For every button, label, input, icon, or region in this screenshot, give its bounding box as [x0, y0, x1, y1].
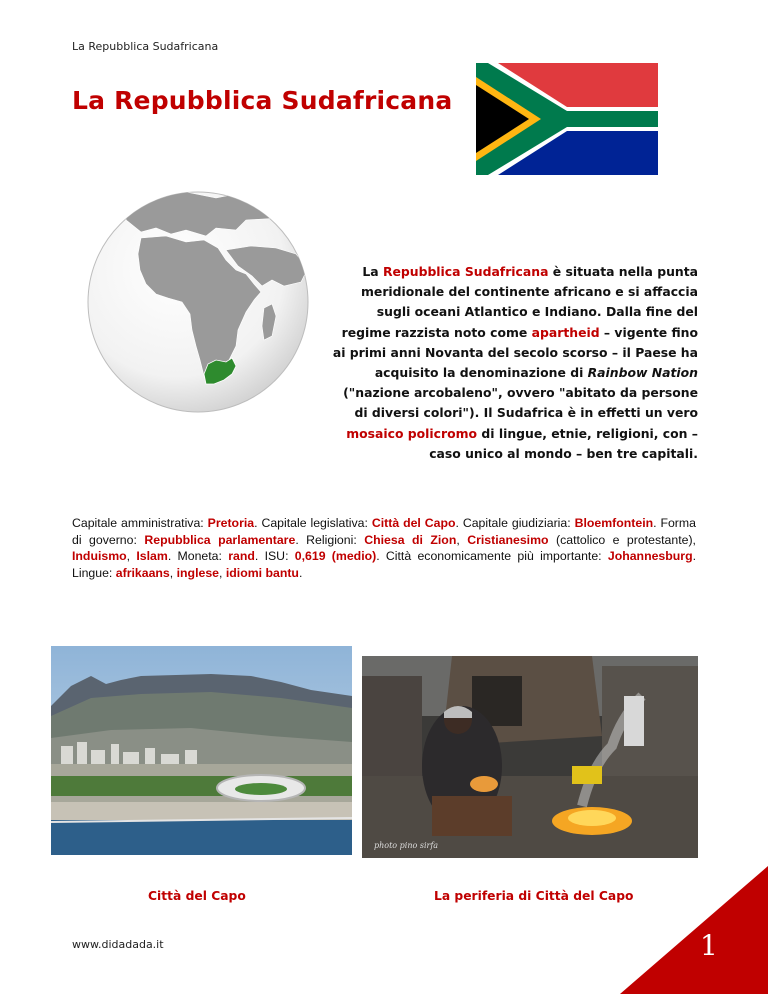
intro-paragraph: La Repubblica Sudafricana è situata nella punta meridionale del continente africano e si affaccia sugli oceani Atlantico e Indiano. Dalla fine del regime razzista noto come apartheid – vigente fino ai primi anni Novanta del secolo scorso – il Paese ha acquisito la denominazione di Rainbow Nation ("nazione arcobaleno", ovvero "abitato da persone di diversi colori"). Il Sudafrica è in effetti un vero mosaico policromo di lingue, etnie, religioni, con – caso unico al mondo – ben tre capitali.	[332, 264, 698, 461]
caption-township: La periferia di Città del Capo	[434, 889, 634, 903]
township-photo	[362, 656, 698, 858]
africa-globe-map	[86, 190, 310, 414]
country-facts: Capitale amministrativa: Pretoria. Capitale legislativa: Città del Capo. Capitale giudiziaria: Bloemfontein. Forma di governo: Repubblica parlamentare. Religioni: Chiesa di Zion, Cristianesimo (cattolico e protestante), Induismo, Islam. Moneta: rand. ISU: 0,619 (medio). Città economicamente più importante: Johannesburg. Lingue: afrikaans, inglese, idiomi bantu.	[72, 516, 697, 580]
running-header: La Repubblica Sudafricana	[72, 40, 219, 53]
footer-site: www.didadada.it	[72, 938, 164, 951]
page-number: 1	[700, 929, 718, 962]
page-corner-triangle	[620, 866, 768, 994]
photo-credit: photo pino sirfa	[374, 841, 439, 850]
caption-cape-town: Città del Capo	[148, 889, 246, 903]
cape-town-photo	[51, 646, 352, 855]
page-title: La Repubblica Sudafricana	[72, 86, 453, 115]
south-africa-flag	[476, 63, 658, 175]
